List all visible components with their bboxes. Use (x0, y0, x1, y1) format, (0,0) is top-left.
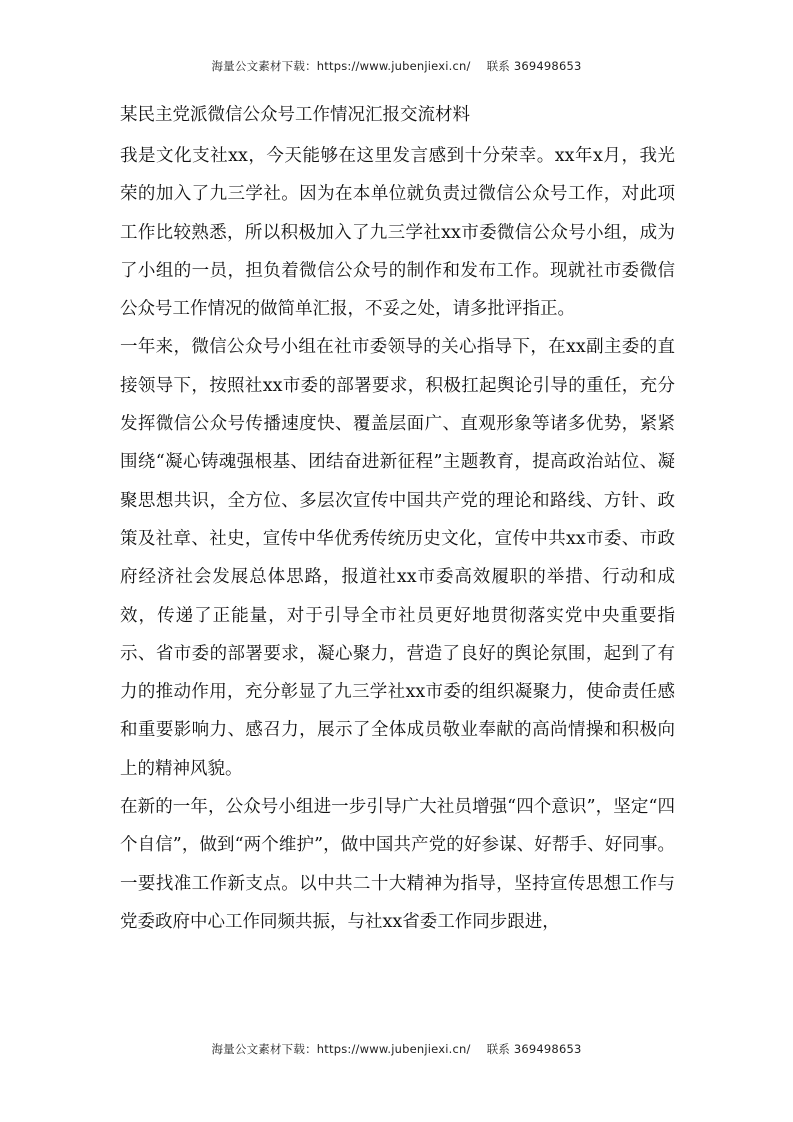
page-footer (0, 1041, 793, 1057)
document-title: 某民主党派微信公众号工作情况汇报交流材料 (120, 105, 470, 125)
paragraph-intro: 我是文化支社xx，今天能够在这里发言感到十分荣幸。xx年x月，我光荣的加入了九三学社。因为在本单位就负责过微信公众号工作，对此项工作比较熟悉，所以积极加入了九三学社xx市委微信公众号小组，成为了小组的一员，担负着微信公众号的制作和发布工作。现就社市委微信公众号工作情况的做简单汇报，不妥之处，请多批评指正。 (120, 146, 675, 320)
document-body (120, 93, 675, 941)
footer-contact: 联系 369498653 (486, 1042, 582, 1056)
footer-url: https://www.jubenjiexi.cn/ (316, 1042, 471, 1056)
page-header (0, 58, 793, 74)
paragraph-plan: 在新的一年，公众号小组进一步引导广大社员增强“四个意识”，坚定“四个自信”，做到“两个维护”，做中国共产党的好参谋、好帮手、好同事。一要找准工作新支点。以中共二十大精神为指导，坚持宣传思想工作与党委政府中心工作同频共振，与社xx省委工作同步跟进， (120, 797, 675, 932)
footer-label: 海量公文素材下载： (211, 1042, 317, 1056)
header-label: 海量公文素材下载： (211, 59, 317, 73)
header-url: https://www.jubenjiexi.cn/ (316, 59, 471, 73)
header-contact: 联系 369498653 (486, 59, 582, 73)
paragraph-review: 一年来，微信公众号小组在社市委领导的关心指导下，在xx副主委的直接领导下，按照社xx市委的部署要求，积极扛起舆论引导的重任，充分发挥微信公众号传播速度快、覆盖层面广、直观形象等诸多优势，紧紧围绕“凝心铸魂强根基、团结奋进新征程”主题教育，提高政治站位、凝聚思想共识，全方位、多层次宣传中国共产党的理论和路线、方针、政策及社章、社史，宣传中华优秀传统历史文化，宣传中共xx市委、市政府经济社会发展总体思路，报道社xx市委高效履职的举措、行动和成效，传递了正能量，对于引导全市社员更好地贯彻落实党中央重要指示、省市委的部署要求，凝心聚力，营造了良好的舆论氛围，起到了有力的推动作用，充分彰显了九三学社xx市委的组织凝聚力，使命责任感和重要影响力、感召力，展示了全体成员敬业奉献的高尚情操和积极向上的精神风貌。 (120, 337, 675, 779)
